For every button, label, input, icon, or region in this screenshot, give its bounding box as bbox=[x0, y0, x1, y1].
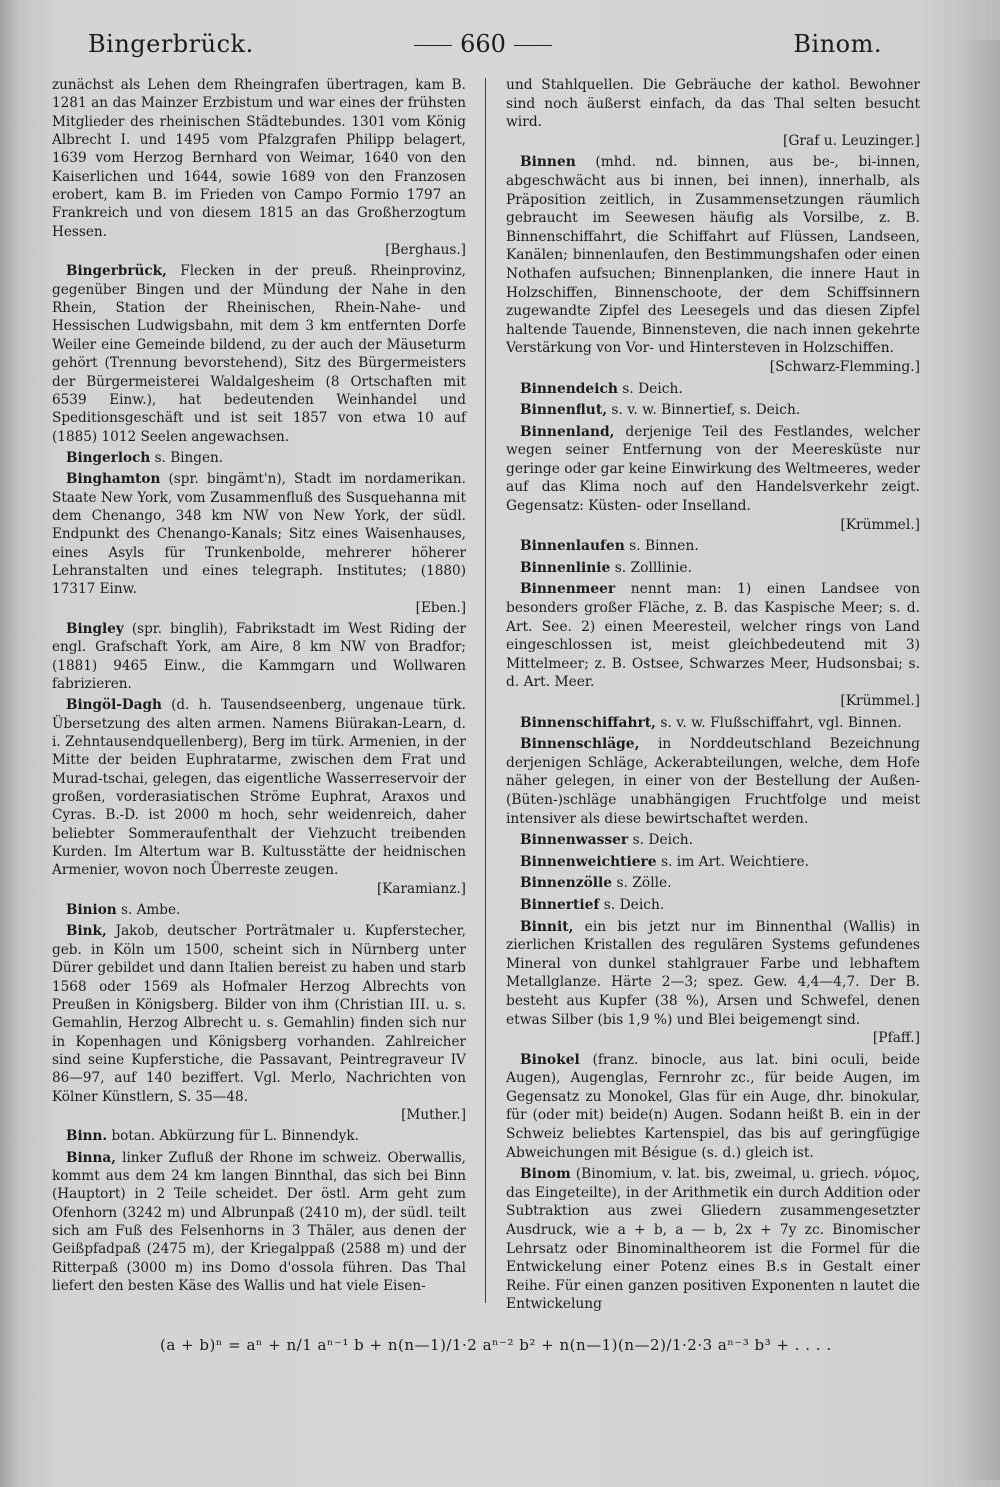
dictionary-entry bbox=[506, 76, 920, 150]
entry-headword: Binnenschläge, bbox=[520, 736, 640, 753]
dictionary-entry bbox=[506, 380, 920, 399]
dictionary-entry bbox=[506, 918, 920, 1048]
entry-text: s. im Art. Weichtiere. bbox=[660, 853, 810, 870]
entry-text: ein bis jetzt nur im Binnenthal (Wallis) in zierlichen Kristallen des regulären Systems gefundenes Mineral von dunkel stahlgrauer Farbe und lebhaftem Metallglanze. Härte 2—3; spez. Gew. 4,4—4,7. Der B. besteht aus Kupfer (38 %), Arsen und Schwefel, denen etwas Silber (bis 1,9 %) und Blei beigemengt sind. bbox=[506, 918, 920, 1028]
entry-headword: Binnenland, bbox=[520, 423, 615, 440]
entry-headword: Binghamton bbox=[66, 471, 161, 488]
entry-text: s. Bingen. bbox=[154, 449, 224, 466]
binomial-formula bbox=[160, 1322, 860, 1382]
entry-headword: Binn. bbox=[66, 1128, 108, 1145]
entry-headword: Binnenlinie bbox=[520, 559, 611, 576]
dictionary-entry bbox=[52, 620, 466, 693]
entry-author: [Krümmel.] bbox=[840, 516, 920, 533]
entry-author: [Berghaus.] bbox=[385, 242, 466, 259]
entry-author: [Schwarz-Flemming.] bbox=[769, 358, 920, 375]
entry-text: s. Ambe. bbox=[120, 902, 181, 919]
entry-author: [Graf u. Leuzinger.] bbox=[783, 132, 920, 149]
header-dash-right bbox=[514, 45, 552, 46]
entry-headword: Bingerbrück, bbox=[66, 263, 167, 280]
entry-text: und Stahlquellen. Die Gebräuche der kathol. Bewohner sind noch äußerst einfach, da das Thal selten besucht wird. bbox=[506, 77, 920, 131]
entry-headword: Binnendeich bbox=[520, 380, 618, 397]
dictionary-entry bbox=[506, 559, 920, 578]
page-header bbox=[0, 28, 1000, 62]
dictionary-entry bbox=[506, 896, 920, 915]
formula-text: (a + b)ⁿ = aⁿ + n/1 aⁿ⁻¹ b + n(n—1)/1·2 aⁿ⁻² b² + n(n—1)(n—2)/1·2·3 aⁿ⁻³ b³ + . . . . bbox=[160, 1336, 832, 1354]
entry-text: (spr. binglih), Fabrikstadt im West Riding der engl. Grafschaft York, am Aire, 8 km NW von Bradfor; (1881) 9465 Einw., die Kammgarn und Wollwaren fabrizieren. bbox=[52, 620, 466, 692]
dictionary-entry bbox=[52, 1149, 466, 1296]
entry-text: s. Deich. bbox=[603, 896, 665, 913]
entry-text: (Binomium, v. lat. bis, zweimal, u. griech. νόμος, das Eingeteilte), in der Arithmetik ein durch Addition oder Subtraktion aus zwei Gliedern zusammengesetzter Ausdruck, wie a + b, a — b, 2x + 7y zc. Binomischer Lehrsatz oder Binominaltheorem ist die Formel für die Entwickelung einer Potenz eines B.s in Gestalt einer Reihe. Für einen ganzen positiven Exponenten n lautet die Entwickelung bbox=[506, 1166, 920, 1313]
entry-text: s. Deich. bbox=[632, 832, 694, 849]
entry-author: [Pfaff.] bbox=[872, 1030, 920, 1047]
dictionary-entry bbox=[506, 1165, 920, 1314]
header-dash-left bbox=[414, 45, 452, 46]
entry-headword: Binom bbox=[520, 1166, 571, 1183]
right-column bbox=[506, 76, 920, 1314]
entry-author: [Krümmel.] bbox=[840, 693, 920, 709]
entry-author: [Eben.] bbox=[415, 599, 466, 616]
entry-headword: Binokel bbox=[520, 1051, 580, 1068]
entry-text: (franz. binocle, aus lat. bini oculi, beide Augen), Augenglas, Fernrohr zc., für beide Augen, im Gegensatz zu Monokel, Glas für ein Auge, dhr. binokular, für (oder mit) beide(n) Augen. Sodann heißt B. ein in der Schweiz beliebtes Kartenspiel, das bis auf geringfügige Abweichungen mit Bésigue (s. d.) gleich ist. bbox=[506, 1051, 920, 1161]
entry-headword: Binnenmeer bbox=[520, 581, 616, 598]
page-number-text: 660 bbox=[460, 30, 506, 58]
page-shadow-left bbox=[0, 0, 20, 1487]
dictionary-entry bbox=[52, 901, 466, 919]
entry-headword: Binnenweichtiere bbox=[520, 853, 657, 870]
entry-headword: Bink, bbox=[66, 923, 107, 940]
entry-author: [Muther.] bbox=[401, 1106, 466, 1123]
entry-headword: Bingöl-Dagh bbox=[66, 697, 162, 714]
entry-headword: Binnenlaufen bbox=[520, 538, 625, 555]
dictionary-entry bbox=[506, 153, 920, 376]
dictionary-entry bbox=[506, 423, 920, 535]
entry-headword: Binnen bbox=[520, 154, 576, 171]
entry-headword: Bingerloch bbox=[66, 449, 151, 466]
page-shadow-right bbox=[960, 40, 1000, 1480]
entry-text: (mhd. nd. binnen, aus be-, bi-innen, abgeschwächt aus bi innen, bei innen), innerhalb, als Präposition zeitlich, in Zusammensetzungen räumlich gebraucht im Seewesen häufig als Vorsilbe, z. B. Binnenschiffahrt, die Schiffahrt auf Flüssen, Landseen, Kanälen; binnenlaufen, den Bestimmungshafen oder einen Nothafen aufsuchen; Binnenplanken, die innere Haut in Holzschiffen, Binnenschoote, der dem Schiffsinnern zugewandte Zipfel des Leesegels und das diesen Zipfel haltende Tauende, Binnensteven, die nach innen gekehrte Verstärkung von Vor- und Hintersteven in Holzschiffen. bbox=[506, 154, 920, 357]
entry-headword: Binnit, bbox=[520, 918, 574, 935]
entry-text: s. v. w. Binnertief, s. Deich. bbox=[611, 402, 801, 419]
dictionary-entry bbox=[52, 262, 466, 445]
entry-author: [Karamianz.] bbox=[376, 880, 466, 897]
entry-headword: Bingley bbox=[66, 620, 124, 637]
column-divider bbox=[485, 78, 486, 1303]
entry-text: in Norddeutschland Bezeichnung derjenigen Schläge, Ackerabteilungen, welche, dem Hofe näher gelegen, in einer von der Bestellung der Außen-(Büten-)schläge unabhängigen Fruchtfolge und meist intensiver als diese bewirtschaftet werden. bbox=[506, 736, 920, 827]
entry-text: (spr. bingämt'n), Stadt im nordamerikan. Staate New York, vom Zusammenfluß des Susquehanna mit dem Chenango, 348 km NW von New York, der südl. Endpunkt des Chenango-Kanals; Sitz eines Waisenhauses, eines Asyls für Trunkenbolde, mehrerer höherer Lehranstalten und eines telegraph. Institutes; (1880) 17317 Einw. bbox=[52, 471, 466, 598]
dictionary-entry bbox=[506, 401, 920, 420]
dictionary-entry bbox=[52, 1127, 466, 1145]
dictionary-entry bbox=[506, 580, 920, 710]
entry-text: botan. Abkürzung für L. Binnendyk. bbox=[111, 1128, 359, 1145]
entry-text: s. v. w. Flußschiffahrt, vgl. Binnen. bbox=[660, 714, 902, 731]
entry-text: s. Binnen. bbox=[629, 538, 699, 555]
dictionary-entry bbox=[506, 537, 920, 556]
dictionary-entry bbox=[506, 853, 920, 872]
entry-headword: Binnenflut, bbox=[520, 402, 608, 419]
dictionary-entry bbox=[52, 76, 466, 259]
header-left-catchword: Bingerbrück. bbox=[88, 30, 254, 58]
dictionary-entry bbox=[506, 1051, 920, 1163]
dictionary-entry bbox=[52, 922, 466, 1124]
entry-text: s. Zolllinie. bbox=[614, 559, 692, 576]
left-column bbox=[52, 76, 466, 1295]
entry-headword: Binnenzölle bbox=[520, 875, 613, 892]
dictionary-entry bbox=[506, 874, 920, 893]
entry-text: s. Deich. bbox=[622, 380, 683, 397]
entry-text: derjenige Teil des Festlandes, welcher wegen seiner Entfernung von der Meeresküste nur geringe oder gar keine Einwirkung des Weltmeeres, weder auf das Klima noch auf den Handelsverkehr zeigt. Gegensatz: Küsten- oder Inselland. bbox=[506, 423, 920, 515]
entry-text: Jakob, deutscher Porträtmaler u. Kupferstecher, geb. in Köln um 1500, scheint sich in Nürnberg unter Dürer gebildet und dann Italien bereist zu haben und starb 1568 oder 1569 als Hofmaler Herzog Albrechts von Preußen in Königsberg. Bilder von ihm (Christian III. u. s. Gemahlin, Herzog Albrecht u. s. Gemahlin) finden sich nur in Kopenhagen und Königsberg vorhanden. Zahlreicher sind seine Kupferstiche, die Passavant, Peintregraveur IV 86—97, auf 140 beziffert. Vgl. Merlo, Nachrichten von Kölner Künstlern, S. 35—48. bbox=[52, 923, 466, 1105]
entry-headword: Binna, bbox=[66, 1149, 116, 1166]
entry-text: linker Zufluß der Rhone im schweiz. Oberwallis, kommt aus dem 24 km langen Binnthal, das sich bei Binn (Hauptort) in 2 Teile scheidet. Der östl. Arm geht zum Ofenhorn (3242 m) und Albrunpaß (2410 m), der südl. teilt sich am Fuß des Felsenhorns in 3 Thäler, aus denen der Geißpfadpaß (2475 m), der Kriegalppaß (2588 m) und der Ritterpaß (3000 m) ins Domo d'ossola führen. Das Thal liefert den besten Käse des Wallis und hat viele Eisen- bbox=[52, 1149, 466, 1294]
entry-text: Flecken in der preuß. Rheinprovinz, gegenüber Bingen und der Mündung der Nahe in den Rhein, Station der Rheinischen, Rhein-Nahe- und Hessischen Ludwigsbahn, mit dem 3 km entfernten Dorfe Weiler eine Gemeinde bildend, zu der auch der Mäuseturm gehört (Trennung bevorstehend), Sitz des Bürgermeisters der Bürgermeisterei Waldalgesheim (8 Ortschaften mit 6539 Einw.), hat bedeutenden Weinhandel und Speditionsgeschäft und ist seit 1857 von etwa 10 auf (1885) 1012 Seelen angewachsen. bbox=[52, 263, 467, 445]
entry-headword: Binnenschiffahrt, bbox=[520, 714, 656, 731]
entry-text: (d. h. Tausendseenberg, ungenaue türk. Übersetzung des alten armen. Namens Biürakan-Learn, d. i. Zehntausendquellenberg), Berg im türk. Armenien, in der Mitte der beiden Euphratarme, zwischen dem Frat und Murad-tschai, gelegen, das eigentliche Wasserreservoir der großen, vorderasiatischen Ströme Euphrat, Araxos und Cyras. B.-D. ist 2000 m hoch, sehr weidenreich, daher beliebter Sommeraufenthalt der Viehzucht treibenden Kurden. Im Altertum war B. Kultusstätte der heidnischen Armenier, wovon noch Überreste zeugen. bbox=[52, 697, 466, 879]
entry-headword: Binnenwasser bbox=[520, 832, 629, 849]
entry-headword: Binnertief bbox=[520, 896, 600, 913]
header-right-catchword: Binom. bbox=[793, 30, 882, 58]
dictionary-entry bbox=[52, 696, 466, 898]
dictionary-entry bbox=[52, 470, 466, 617]
dictionary-entry bbox=[52, 449, 466, 467]
entry-headword: Binion bbox=[66, 902, 117, 919]
page-number bbox=[398, 30, 568, 58]
dictionary-entry bbox=[506, 735, 920, 828]
entry-text: nennt man: 1) einen Landsee von besonders großer Fläche, z. B. das Kaspische Meer; s. d. Art. See. 2) einen Meeresteil, welcher rings von Land eingeschlossen ist, meist gleichbedeutend mit 3) Mittelmeer; z. B. Ostsee, Schwarzes Meer, Hudsonsbai; s. d. Art. Meer. bbox=[506, 581, 920, 691]
dictionary-entry bbox=[506, 831, 920, 850]
dictionary-entry bbox=[506, 714, 920, 733]
entry-text: zunächst als Lehen dem Rheingrafen übertragen, kam B. 1281 an das Mainzer Erzbistum und war eines der frühsten Mitglieder des rheinischen Städtebundes. 1301 vom König Albrecht I. und 1495 vom Pfalzgrafen Philipp belagert, 1639 vom Herzog Bernhard von Weimar, 1640 von den Kaiserlichen und 1644, sowie 1689 von den Franzosen erobert, kam B. im Frieden von Campo Formio 1797 an Frankreich und von diesem 1815 an das Großherzogtum Hessen. bbox=[52, 77, 466, 240]
entry-text: s. Zölle. bbox=[616, 875, 672, 892]
